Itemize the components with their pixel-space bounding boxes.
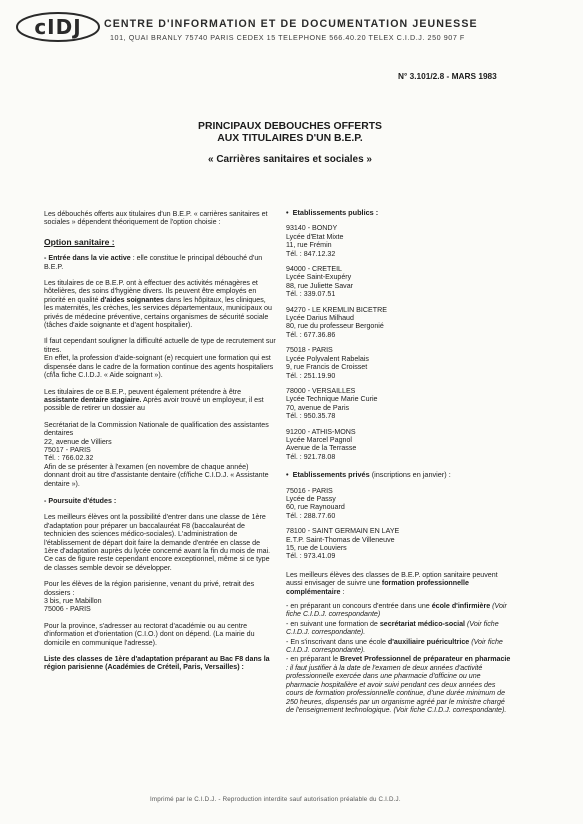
document-reference: N° 3.101/2.8 - MARS 1983: [398, 71, 497, 81]
left-column: [44, 210, 276, 672]
establishment-street: 60, rue Raynouard: [286, 503, 345, 512]
secretariat-city: 75017 - PARIS: [44, 445, 91, 454]
complement-item-note: (Voir fiche C.I.D.J. correspondante).: [286, 637, 503, 655]
complement-item-text: - en suivant une formation de: [286, 619, 380, 628]
complement-paragraph: [286, 571, 514, 596]
complement-item-text: - En s'inscrivant dans une école: [286, 637, 388, 646]
establishment-tel: Tél. : 973.41.09: [286, 552, 336, 561]
complement-item: [286, 602, 514, 619]
establishment-street: 70, avenue de Paris: [286, 403, 350, 412]
establishment-street: 88, rue Juliette Savar: [286, 281, 354, 290]
paragraph-assistante: [44, 388, 276, 413]
svg-text:cIDJ: cIDJ: [34, 15, 82, 39]
page-footer: Imprimé par le C.I.D.J. - Reproduction interdite sauf autorisation préalable du C.I.D.J.: [150, 796, 401, 803]
p1-text-c: dans les hôpitaux, les cliniques, les maternités, les crèches, les services départementaux, municipaux ou privés de médecine préventive, certains organismes de sécurité sociale (tâches d'aide soignante et d'agent hospitalier).: [44, 295, 272, 330]
establishment-street: Avenue de la Terrasse: [286, 444, 357, 453]
establishment-entry: [286, 527, 514, 561]
intro-paragraph: Les débouchés offerts aux titulaires d'un B.E.P. « carrières sanitaires et sociales » dépendent théoriquement de l'option choisie :: [44, 210, 268, 227]
document-subtitle: « Carrières sanitaires et sociales »: [208, 154, 372, 165]
private-heading-text: Etablissements privés: [292, 470, 370, 480]
p1-text-a: Les titulaires de ce B.E.P. ont à effectuer des activités ménagères et hôtelières, des soins d'hygiène divers. Ils peuvent être employés en priorité en qualité: [44, 279, 258, 304]
establishment-street: 15, rue de Louviers: [286, 544, 347, 552]
establishment-entry: [286, 487, 514, 521]
establishment-city: 93140 - BONDY: [286, 224, 338, 233]
complement-item-text: - en préparant un concours d'entrée dans une: [286, 602, 432, 611]
document-title: [120, 121, 460, 144]
paragraph-formation: En effet, la profession d'aide-soignant (e) recquiert une formation qui est dispensée dans le cadre de la formation continue des agents hospitaliers (cf/la fiche C.I.D.J. « Aide soignant »).: [44, 354, 274, 380]
complement-item-note: (Voir fiche C.I.D.J. correspondante).: [286, 619, 499, 637]
establishment-tel: Tél. : 251.19.90: [286, 371, 336, 380]
complement-item-text: - en préparant le: [286, 655, 341, 664]
paragraph-aides: [44, 279, 276, 329]
complement-item-bold: Brevet Professionnel de préparateur en pharmacie: [340, 655, 511, 664]
complement-text-a: Les meilleurs élèves des classes de B.E.P. option sanitaire peuvent aussi envisager de suivre une: [286, 570, 498, 588]
complement-item: [286, 638, 514, 655]
secretariat-street: 22, avenue de Villiers: [44, 437, 112, 446]
option-title: Option sanitaire :: [44, 236, 115, 247]
establishment-city: 91200 - ATHIS-MONS: [286, 427, 356, 436]
establishment-name: Lycée de Passy: [286, 494, 336, 503]
establishment-entry: [286, 428, 514, 462]
public-list: [286, 224, 514, 461]
p4-bold: assistante dentaire stagiaire.: [44, 395, 142, 404]
establishment-street: 11, rue Frémin: [286, 241, 332, 250]
title-line-1: PRINCIPAUX DEBOUCHES OFFERTS: [198, 121, 382, 132]
private-list: [286, 487, 514, 561]
title-line-2: AUX TITULAIRES D'UN B.E.P.: [217, 132, 363, 144]
establishment-name: Lycée Darius Milhaud: [286, 314, 354, 323]
right-column: [286, 209, 514, 715]
organization-name: CENTRE D'INFORMATION ET DE DOCUMENTATION JEUNESSE: [104, 18, 478, 30]
establishment-entry: [286, 306, 514, 340]
paragraph-liste: Liste des classes de 1ère d'adaptation préparant au Bac F8 dans la région parisienne (Académies de Créteil, Paris, Versailles) :: [44, 655, 270, 672]
entree-heading: - Entrée dans la vie active: [44, 254, 131, 263]
complement-item-note: : il faut justifier à la date de l'examen de deux années d'activité professionnelle exercée dans une pharmacie d'officine ou une pharmacie hospitalière et avoir suivi pendant ces deux années des cours de formation professionnelle continue, d'une durée minimum de 250 heures, dispensés par un organisme agréé par le ministre chargé de l'enseignement technologique. (Voir fiche C.I.D.J. correspondante).: [286, 663, 507, 714]
establishment-city: 94000 - CRETEIL: [286, 265, 342, 274]
establishment-name: Lycée Technique Marie Curie: [286, 395, 378, 404]
complement-item-bold: secrétariat médico-social: [379, 619, 466, 628]
establishment-tel: Tél. : 847.12.32: [286, 249, 336, 258]
complement-item: [286, 655, 514, 714]
paragraph-region-parisienne: Pour les élèves de la région parisienne, venant du privé, retrait des dossiers :: [44, 580, 255, 597]
mabillon-street: 3 bis, rue Mabillon: [44, 597, 102, 606]
establishment-name: E.T.P. Saint-Thomas de Villeneuve: [286, 535, 395, 544]
organization-address: 101, QUAI BRANLY 75740 PARIS CEDEX 15 TELEPHONE 566.40.20 TELEX C.I.D.J. 250 907 F: [110, 33, 465, 42]
complement-item-note: (Voir fiche C.I.D.J. correspondante): [286, 602, 507, 619]
establishment-entry: [286, 387, 514, 421]
establishment-tel: Tél. : 921.78.08: [286, 452, 336, 461]
p4-text-a: Les titulaires de ce B.E.P., peuvent également prétendre à être: [44, 387, 242, 396]
private-heading-note: (inscriptions en janvier) :: [369, 470, 451, 480]
establishment-tel: Tél. : 339.07.51: [286, 290, 336, 299]
complement-item-bold: école d'infirmière: [431, 602, 491, 611]
establishment-name: Lycée Polyvalent Rabelais: [286, 354, 369, 363]
establishment-city: 78100 - SAINT GERMAIN EN LAYE: [286, 527, 400, 536]
cidj-logo: [14, 10, 102, 44]
public-heading-text: Etablissements publics :: [292, 208, 379, 217]
poursuite-heading: - Poursuite d'études :: [44, 496, 117, 505]
entree-paragraph: [44, 254, 276, 271]
complement-bold: formation professionnelle complémentaire: [286, 579, 469, 596]
establishment-name: Lycée Saint-Exupéry: [286, 273, 352, 282]
mabillon-city: 75006 - PARIS: [44, 605, 91, 614]
paragraph-difficulty: Il faut cependant souligner la difficulté actuelle de type de recrutement sur titres.: [44, 337, 276, 354]
complement-item: [286, 620, 514, 637]
establishment-entry: [286, 346, 514, 380]
public-heading: • Etablissements publics :: [286, 208, 379, 217]
establishment-entry: [286, 224, 514, 258]
paragraph-exceptionnel: Ce cas de figure reste cependant encore exceptionnel, même si ce type de classes semble devoir se développer.: [44, 555, 270, 572]
establishment-street: 9, rue Francis de Croisset: [286, 363, 368, 372]
complement-list: [286, 602, 514, 714]
private-heading: • Etablissements privés (inscriptions en janvier) :: [286, 470, 451, 480]
paragraph-province: Pour la province, s'adresser au rectorat d'académie ou au centre d'information et d'orientation (C.I.O.) dont on dépend. (La mairie du domicile en communique l'adresse).: [44, 621, 255, 647]
secretariat-tel: Tél. : 766.02.32: [44, 454, 94, 463]
paragraph-secretariat: Secrétariat de la Commission Nationale de qualification des assistantes dentaires: [44, 420, 269, 438]
establishment-city: 75018 - PARIS: [286, 346, 333, 355]
establishment-name: Lycée d'Etat Mixte: [286, 232, 344, 241]
establishment-tel: Tél. : 288.77.60: [286, 511, 336, 520]
establishment-tel: Tél. : 950.35.78: [286, 412, 336, 421]
paragraph-examen: Afin de se présenter à l'examen (en novembre de chaque année) donnant droit au titre d'assistante dentaire (cf/fiche C.I.D.J. « Assistante dentaire »).: [44, 462, 269, 488]
establishment-city: 75016 - PARIS: [286, 486, 333, 495]
establishment-tel: Tél. : 677.36.86: [286, 330, 336, 339]
complement-text-c: :: [340, 587, 345, 596]
p4-text-c: Après avoir trouvé un employeur, il est possible de retirer un dossier au: [44, 395, 264, 413]
establishment-entry: [286, 265, 514, 299]
establishment-street: 80, rue du professeur Bergonié: [286, 322, 384, 331]
establishment-city: 94270 - LE KREMLIN BICETRE: [286, 305, 387, 314]
establishment-city: 78000 - VERSAILLES: [286, 386, 356, 395]
p1-bold: d'aides soignantes: [100, 295, 164, 304]
paragraph-meilleurs: Les meilleurs élèves ont la possibilité d'entrer dans une classe de 1ère d'adaptation pour préparer un baccalauréat F8 (baccalauréat de technicien des sciences médico-sociales). L'administration de l'établissement de départ doit faire la demande d'entrée en classe de 1ère d'adaptation auprès du lycée concerné avant la fin du mois de mai.: [44, 513, 271, 555]
complement-item-bold: d'auxiliaire puéricultrice: [387, 637, 470, 646]
establishment-name: Lycée Marcel Pagnol: [286, 435, 352, 444]
entree-text: : elle constitue le principal débouché d'un B.E.P.: [44, 254, 263, 271]
